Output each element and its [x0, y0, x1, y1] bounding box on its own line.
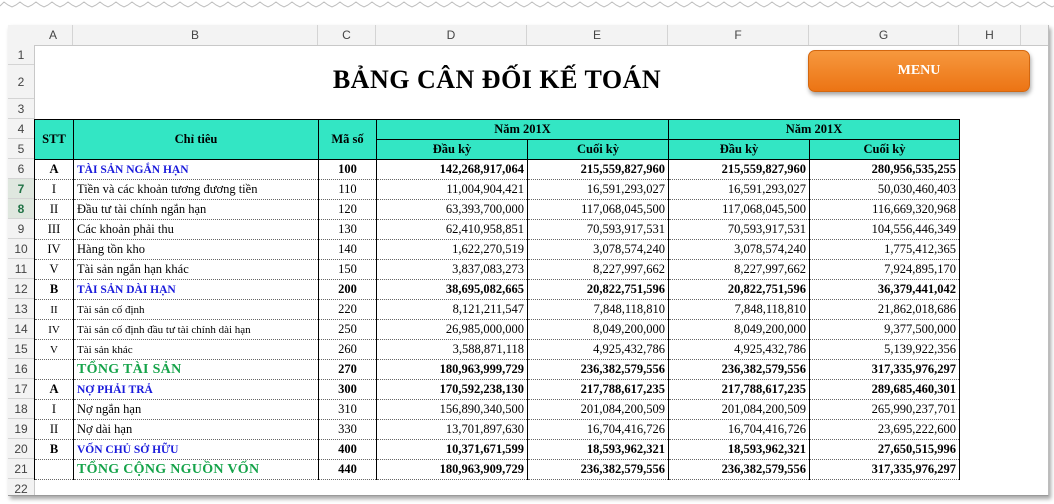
dau-ky-2-cell[interactable]: 8,227,997,662 — [669, 260, 810, 280]
cuoi-ky-2-cell[interactable]: 21,862,018,686 — [810, 300, 960, 320]
dau-ky-1-cell[interactable]: 26,985,000,000 — [377, 320, 528, 340]
cuoi-ky-2-cell[interactable]: 36,379,441,042 — [810, 280, 960, 300]
chi-tieu-cell[interactable]: Tài sản cố định — [74, 300, 319, 320]
stt-cell[interactable]: IV — [35, 240, 74, 260]
dau-ky-1-cell[interactable]: 3,837,083,273 — [377, 260, 528, 280]
row-header-8[interactable]: 8 — [8, 199, 34, 219]
dau-ky-1-cell[interactable]: 13,701,897,630 — [377, 420, 528, 440]
dau-ky-2-cell[interactable]: 4,925,432,786 — [669, 340, 810, 360]
cuoi-ky-2-cell[interactable]: 23,695,222,600 — [810, 420, 960, 440]
dau-ky-2-cell[interactable]: 236,382,579,556 — [669, 360, 810, 380]
table-row — [35, 400, 960, 420]
cuoi-ky-1-cell[interactable]: 16,591,293,027 — [528, 180, 669, 200]
table-row — [35, 260, 960, 280]
chi-tieu-cell[interactable]: TÀI SẢN NGẮN HẠN — [74, 160, 319, 180]
row-header-bar — [8, 45, 35, 495]
cuoi-ky-1-cell[interactable]: 236,382,579,556 — [528, 460, 669, 480]
cuoi-ky-1-cell[interactable]: 8,227,997,662 — [528, 260, 669, 280]
row-header-4[interactable]: 4 — [8, 119, 34, 139]
balance-sheet-table — [34, 119, 960, 480]
table-row — [35, 420, 960, 440]
cuoi-ky-1-cell[interactable]: 18,593,962,321 — [528, 440, 669, 460]
dau-ky-2-cell[interactable]: 217,788,617,235 — [669, 380, 810, 400]
chi-tieu-cell[interactable]: TỔNG CỘNG NGUỒN VỐN — [74, 460, 319, 480]
header-cuoi-ky-1: Cuối kỳ — [528, 140, 669, 160]
column-header-f[interactable]: F — [668, 25, 809, 45]
table-row — [35, 240, 960, 260]
dau-ky-1-cell[interactable]: 1,622,270,519 — [377, 240, 528, 260]
torn-paper-edge — [0, 0, 1054, 10]
table-row — [35, 360, 960, 380]
row-header-12[interactable]: 12 — [8, 279, 34, 299]
ma-so-cell[interactable]: 310 — [319, 400, 377, 420]
row-header-7[interactable]: 7 — [8, 179, 34, 199]
ma-so-cell[interactable]: 270 — [319, 360, 377, 380]
dau-ky-2-cell[interactable]: 8,049,200,000 — [669, 320, 810, 340]
cuoi-ky-1-cell[interactable]: 70,593,917,531 — [528, 220, 669, 240]
stt-cell[interactable]: I — [35, 180, 74, 200]
header-stt: STT — [35, 120, 74, 160]
chi-tieu-cell[interactable]: Nợ ngắn hạn — [74, 400, 319, 420]
row-header-3[interactable]: 3 — [8, 99, 34, 119]
column-header-d[interactable]: D — [376, 25, 527, 45]
table-body — [35, 160, 960, 480]
ma-so-cell[interactable]: 150 — [319, 260, 377, 280]
chi-tieu-cell[interactable]: TÀI SẢN DÀI HẠN — [74, 280, 319, 300]
cuoi-ky-1-cell[interactable]: 217,788,617,235 — [528, 380, 669, 400]
ma-so-cell[interactable]: 300 — [319, 380, 377, 400]
ma-so-cell[interactable]: 330 — [319, 420, 377, 440]
table-row — [35, 220, 960, 240]
table-row — [35, 160, 960, 180]
chi-tieu-cell[interactable]: Tài sản ngắn hạn khác — [74, 260, 319, 280]
row-header-13[interactable]: 13 — [8, 299, 34, 319]
dau-ky-2-cell[interactable]: 20,822,751,596 — [669, 280, 810, 300]
stt-cell[interactable]: I — [35, 400, 74, 420]
row-header-15[interactable]: 15 — [8, 339, 34, 359]
stt-cell[interactable]: V — [35, 260, 74, 280]
ma-so-cell[interactable]: 130 — [319, 220, 377, 240]
row-header-1[interactable]: 1 — [8, 45, 34, 65]
chi-tieu-cell[interactable]: TỔNG TÀI SẢN — [74, 360, 319, 380]
chi-tieu-cell[interactable]: Hàng tồn kho — [74, 240, 319, 260]
row-header-21[interactable]: 21 — [8, 459, 34, 479]
row-header-16[interactable]: 16 — [8, 359, 34, 379]
header-dau-ky-1: Đầu kỳ — [377, 140, 528, 160]
ma-so-cell[interactable]: 100 — [319, 160, 377, 180]
cuoi-ky-1-cell[interactable]: 4,925,432,786 — [528, 340, 669, 360]
header-cuoi-ky-2: Cuối kỳ — [810, 140, 960, 160]
dau-ky-2-cell[interactable]: 7,848,118,810 — [669, 300, 810, 320]
chi-tieu-cell[interactable]: Nợ dài hạn — [74, 420, 319, 440]
dau-ky-2-cell[interactable]: 70,593,917,531 — [669, 220, 810, 240]
dau-ky-2-cell[interactable]: 236,382,579,556 — [669, 460, 810, 480]
row-header-22[interactable]: 22 — [8, 479, 34, 496]
dau-ky-2-cell[interactable]: 201,084,200,509 — [669, 400, 810, 420]
chi-tieu-cell[interactable]: Tài sản cố định đầu tư tài chính dài hạn — [74, 320, 319, 340]
menu-button[interactable]: MENU — [808, 50, 1030, 92]
stt-cell[interactable]: II — [35, 420, 74, 440]
dau-ky-2-cell[interactable]: 3,078,574,240 — [669, 240, 810, 260]
row-header-18[interactable]: 18 — [8, 399, 34, 419]
table-row — [35, 380, 960, 400]
chi-tieu-cell[interactable]: VỐN CHỦ SỞ HỮU — [74, 440, 319, 460]
column-header-bar — [8, 25, 1048, 46]
dau-ky-1-cell[interactable]: 142,268,917,064 — [377, 160, 528, 180]
dau-ky-1-cell[interactable]: 3,588,871,118 — [377, 340, 528, 360]
row-header-9[interactable]: 9 — [8, 219, 34, 239]
stt-cell[interactable] — [35, 360, 74, 380]
cuoi-ky-2-cell[interactable]: 317,335,976,297 — [810, 360, 960, 380]
cuoi-ky-2-cell[interactable]: 5,139,922,356 — [810, 340, 960, 360]
cuoi-ky-2-cell[interactable]: 265,990,237,701 — [810, 400, 960, 420]
cuoi-ky-2-cell[interactable]: 280,956,535,255 — [810, 160, 960, 180]
row-header-11[interactable]: 11 — [8, 259, 34, 279]
row-header-14[interactable]: 14 — [8, 319, 34, 339]
dau-ky-2-cell[interactable]: 215,559,827,960 — [669, 160, 810, 180]
column-header-b[interactable]: B — [73, 25, 318, 45]
cuoi-ky-2-cell[interactable]: 27,650,515,996 — [810, 440, 960, 460]
column-header-h[interactable]: H — [959, 25, 1021, 45]
cuoi-ky-2-cell[interactable]: 1,775,412,365 — [810, 240, 960, 260]
stt-cell[interactable]: V — [35, 340, 74, 360]
column-header-c[interactable]: C — [318, 25, 376, 45]
cuoi-ky-2-cell[interactable]: 9,377,500,000 — [810, 320, 960, 340]
ma-so-cell[interactable]: 400 — [319, 440, 377, 460]
cuoi-ky-1-cell[interactable]: 201,084,200,509 — [528, 400, 669, 420]
row-header-6[interactable]: 6 — [8, 159, 34, 179]
table-row — [35, 340, 960, 360]
ma-so-cell[interactable]: 220 — [319, 300, 377, 320]
table-row — [35, 180, 960, 200]
header-chi-tieu: Chỉ tiêu — [74, 120, 319, 160]
row-header-2[interactable]: 2 — [8, 65, 34, 99]
cuoi-ky-2-cell[interactable]: 50,030,460,403 — [810, 180, 960, 200]
stt-cell[interactable]: A — [35, 380, 74, 400]
stt-cell[interactable]: IV — [35, 320, 74, 340]
column-header-a[interactable]: A — [34, 25, 73, 45]
table-row — [35, 200, 960, 220]
dau-ky-1-cell[interactable]: 180,963,999,729 — [377, 360, 528, 380]
header-year-2: Năm 201X — [669, 120, 960, 140]
cuoi-ky-1-cell[interactable]: 8,049,200,000 — [528, 320, 669, 340]
table-row — [35, 440, 960, 460]
row-header-17[interactable]: 17 — [8, 379, 34, 399]
row-header-20[interactable]: 20 — [8, 439, 34, 459]
cuoi-ky-1-cell[interactable]: 117,068,045,500 — [528, 200, 669, 220]
row-header-10[interactable]: 10 — [8, 239, 34, 259]
stt-cell[interactable]: A — [35, 160, 74, 180]
dau-ky-1-cell[interactable]: 62,410,958,851 — [377, 220, 528, 240]
header-year-1: Năm 201X — [377, 120, 669, 140]
spreadsheet — [8, 25, 1049, 496]
cuoi-ky-2-cell[interactable]: 116,669,320,968 — [810, 200, 960, 220]
table-row — [35, 320, 960, 340]
table-row — [35, 300, 960, 320]
dau-ky-2-cell[interactable]: 117,068,045,500 — [669, 200, 810, 220]
cuoi-ky-1-cell[interactable]: 215,559,827,960 — [528, 160, 669, 180]
cuoi-ky-2-cell[interactable]: 289,685,460,301 — [810, 380, 960, 400]
cuoi-ky-1-cell[interactable]: 3,078,574,240 — [528, 240, 669, 260]
table-row — [35, 460, 960, 480]
stt-cell[interactable]: B — [35, 440, 74, 460]
sheet-title: BẢNG CÂN ĐỐI KẾ TOÁN — [332, 65, 662, 94]
cuoi-ky-1-cell[interactable]: 16,704,416,726 — [528, 420, 669, 440]
dau-ky-1-cell[interactable]: 63,393,700,000 — [377, 200, 528, 220]
ma-so-cell[interactable]: 250 — [319, 320, 377, 340]
dau-ky-1-cell[interactable]: 38,695,082,665 — [377, 280, 528, 300]
chi-tieu-cell[interactable]: NỢ PHẢI TRẢ — [74, 380, 319, 400]
dau-ky-2-cell[interactable]: 16,704,416,726 — [669, 420, 810, 440]
cuoi-ky-1-cell[interactable]: 7,848,118,810 — [528, 300, 669, 320]
ma-so-cell[interactable]: 260 — [319, 340, 377, 360]
dau-ky-2-cell[interactable]: 16,591,293,027 — [669, 180, 810, 200]
header-ma-so: Mã số — [319, 120, 377, 160]
chi-tieu-cell[interactable]: Đầu tư tài chính ngắn hạn — [74, 200, 319, 220]
dau-ky-1-cell[interactable]: 170,592,238,130 — [377, 380, 528, 400]
dau-ky-1-cell[interactable]: 180,963,909,729 — [377, 460, 528, 480]
stt-cell[interactable]: II — [35, 300, 74, 320]
ma-so-cell[interactable]: 200 — [319, 280, 377, 300]
dau-ky-1-cell[interactable]: 11,004,904,421 — [377, 180, 528, 200]
row-header-19[interactable]: 19 — [8, 419, 34, 439]
dau-ky-2-cell[interactable]: 18,593,962,321 — [669, 440, 810, 460]
ma-so-cell[interactable]: 140 — [319, 240, 377, 260]
cuoi-ky-1-cell[interactable]: 236,382,579,556 — [528, 360, 669, 380]
dau-ky-1-cell[interactable]: 10,371,671,599 — [377, 440, 528, 460]
chi-tieu-cell[interactable]: Tài sản khác — [74, 340, 319, 360]
cuoi-ky-2-cell[interactable]: 317,335,976,297 — [810, 460, 960, 480]
stt-cell[interactable]: II — [35, 200, 74, 220]
table-row — [35, 280, 960, 300]
chi-tieu-cell[interactable]: Các khoản phải thu — [74, 220, 319, 240]
dau-ky-1-cell[interactable]: 156,890,340,500 — [377, 400, 528, 420]
ma-so-cell[interactable]: 110 — [319, 180, 377, 200]
column-header-e[interactable]: E — [527, 25, 668, 45]
dau-ky-1-cell[interactable]: 8,121,211,547 — [377, 300, 528, 320]
stt-cell[interactable]: III — [35, 220, 74, 240]
stt-cell[interactable] — [35, 460, 74, 480]
cuoi-ky-2-cell[interactable]: 7,924,895,170 — [810, 260, 960, 280]
header-dau-ky-2: Đầu kỳ — [669, 140, 810, 160]
row-header-5[interactable]: 5 — [8, 139, 34, 159]
cuoi-ky-1-cell[interactable]: 20,822,751,596 — [528, 280, 669, 300]
stt-cell[interactable]: B — [35, 280, 74, 300]
cuoi-ky-2-cell[interactable]: 104,556,446,349 — [810, 220, 960, 240]
ma-so-cell[interactable]: 120 — [319, 200, 377, 220]
column-header-g[interactable]: G — [809, 25, 959, 45]
chi-tieu-cell[interactable]: Tiền và các khoản tương đương tiền — [74, 180, 319, 200]
ma-so-cell[interactable]: 440 — [319, 460, 377, 480]
